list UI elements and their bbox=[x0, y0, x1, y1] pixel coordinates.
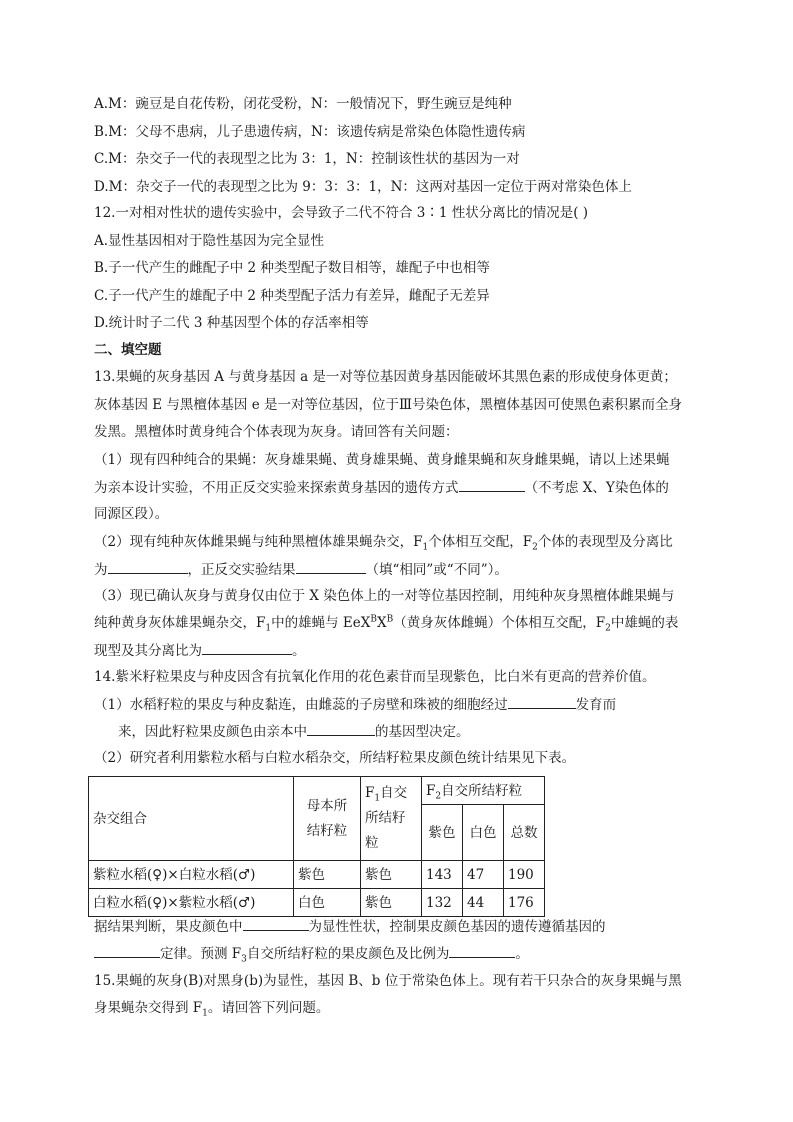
header-white: 白色 bbox=[463, 805, 504, 861]
answer-blank[interactable] bbox=[108, 559, 188, 574]
q13-part3-line-2: 纯种黄身灰体雄果蝇杂交，$F_1$中的雄蝇与 $EeX^BX^B$（黄身灰体雌蝇）个体相互交配，$F_2$中雄蝇的表 bbox=[94, 614, 679, 634]
cell-purple: 132 bbox=[422, 889, 463, 917]
q13-line-2: 灰体基因 E 与黑檀体基因 e 是一对等位基因，位于Ⅲ号染色体，黑檀体基因可使黑色素积累而全身 bbox=[94, 397, 683, 413]
q11-option-c: C.M：杂交子一代的表现型之比为 3：1，N：控制该性状的基因为一对 bbox=[94, 151, 520, 167]
cell-white: 44 bbox=[463, 889, 504, 917]
table-row bbox=[89, 861, 545, 889]
cell-combo: 白粒水稻(♀)×紫粒水稻(♂) bbox=[89, 889, 294, 917]
q14-part1-line-2: 来，因此籽粒果皮颜色由亲本中 的基因型决定。 bbox=[118, 721, 470, 742]
cell-total: 190 bbox=[504, 861, 545, 889]
q12-stem: 12.一对相对性状的遗传实验中，会导致子二代不符合 3∶1 性状分离比的情况是( ) bbox=[94, 205, 589, 221]
cell-purple: 143 bbox=[422, 861, 463, 889]
q14-after-line-2: 定律。预测 $F_3$自交所结籽粒的果皮颜色及比例为 。 bbox=[94, 943, 529, 964]
cell-total: 176 bbox=[504, 889, 545, 917]
q14-part2: （2）研究者利用紫粒水稻与白粒水稻杂交，所结籽粒果皮颜色统计结果见下表。 bbox=[94, 750, 576, 766]
answer-blank[interactable] bbox=[296, 559, 366, 574]
q13-line-1: 13.果蝇的灰身基因 A 与黄身基因 a 是一对等位基因黄身基因能破坏其黑色素的形成使身体更黄； bbox=[94, 369, 677, 385]
q12-option-a: A.显性基因相对于隐性基因为完全显性 bbox=[94, 233, 325, 249]
results-table bbox=[88, 776, 545, 917]
section-title: 二、填空题 bbox=[94, 342, 162, 358]
q15-line-2: 身果蝇杂交得到 $F_1$。请回答下列问题。 bbox=[94, 1000, 330, 1019]
q14-after-line-1: 据结果判断，果皮颜色中 为显性性状，控制果皮颜色基因的遗传遵循基因的 bbox=[94, 916, 606, 937]
answer-blank[interactable] bbox=[508, 694, 576, 709]
q12-option-b: B.子一代产生的雌配子中 2 种类型配子数目相等，雄配子中也相等 bbox=[94, 260, 490, 276]
answer-blank[interactable] bbox=[307, 721, 375, 736]
q13-part1-line-1: （1）现有四种纯合的果蝇：灰身雄果蝇、黄身雄果蝇、黄身雌果蝇和灰身雌果蝇，请以上述果蝇 bbox=[94, 452, 670, 468]
answer-blank[interactable] bbox=[94, 943, 160, 958]
table-row bbox=[89, 889, 545, 917]
q13-part3-line-1: （3）现已确认灰身与黄身仅由位于 X 染色体上的一对等位基因控制，用纯种灰身黑檀体雌果蝇与 bbox=[94, 588, 675, 604]
cell-combo: 紫粒水稻(♀)×白粒水稻(♂) bbox=[89, 861, 294, 889]
q14-line-1: 14.紫米籽粒果皮与种皮因含有抗氧化作用的花色素苷而呈现紫色，比白米有更高的营养价值。 bbox=[94, 669, 656, 685]
answer-blank[interactable] bbox=[243, 916, 309, 931]
q11-option-b: B.M：父母不患病，儿子患遗传病，N：该遗传病是常染色体隐性遗传病 bbox=[94, 124, 526, 140]
header-f2-self-seeds: $F_2$自交所结籽粒 bbox=[422, 777, 545, 805]
q13-part1-line-3: 同源区段）。 bbox=[94, 506, 169, 522]
q13-part2-line-1: （2）现有纯种灰体雌果蝇与纯种黑檀体雄果蝇杂交，$F_1$个体相互交配，$F_2$个体的表现型及分离比 bbox=[94, 534, 673, 553]
q15-line-1: 15.果蝇的灰身(B)对黑身(b)为显性，基因 B、b 位于常染色体上。现有若干只杂合的灰身果蝇与黑 bbox=[94, 973, 682, 989]
header-mother-seeds: 母本所 结籽粒 bbox=[294, 777, 361, 861]
q12-option-d: D.统计时子二代 3 种基因型个体的存活率相等 bbox=[94, 315, 369, 331]
cell-mother: 白色 bbox=[294, 889, 361, 917]
q14-part1-line-1: （1）水稻籽粒的果皮与种皮黏连，由雌蕊的子房壁和珠被的细胞经过 发育而 bbox=[94, 694, 616, 715]
header-purple: 紫色 bbox=[422, 805, 463, 861]
cell-f1: 紫色 bbox=[361, 861, 422, 889]
header-total: 总数 bbox=[504, 805, 545, 861]
answer-blank[interactable] bbox=[449, 943, 515, 958]
q13-part3-line-3: 现型及其分离比为 。 bbox=[94, 640, 306, 661]
q13-part1-line-2: 为亲本设计实验，不用正反交实验来探索黄身基因的遗传方式 （不考虑 X、Y染色体的 bbox=[94, 477, 669, 498]
q11-option-d: D.M：杂交子一代的表现型之比为 9：3：3：1，N：这两对基因一定位于两对常染色体上 bbox=[94, 179, 632, 195]
answer-blank[interactable] bbox=[202, 640, 292, 655]
cell-mother: 紫色 bbox=[294, 861, 361, 889]
q11-option-a: A.M：豌豆是自花传粉，闭花受粉，N：一般情况下，野生豌豆是纯种 bbox=[94, 96, 512, 112]
cell-f1: 紫色 bbox=[361, 889, 422, 917]
q13-line-3: 发黑。黑檀体时黄身纯合个体表现为灰身。请回答有关问题： bbox=[94, 424, 459, 440]
header-f1-self-seeds: $F_1$自交 所结籽 粒 bbox=[361, 777, 422, 861]
q12-option-c: C.子一代产生的雄配子中 2 种类型配子活力有差异，雌配子无差异 bbox=[94, 288, 490, 304]
cell-white: 47 bbox=[463, 861, 504, 889]
answer-blank[interactable] bbox=[459, 477, 525, 492]
header-cross-combination: 杂交组合 bbox=[89, 777, 294, 861]
q13-part2-line-2: 为 ，正反交实验结果 （填“相同”或“不同”）。 bbox=[94, 559, 508, 580]
